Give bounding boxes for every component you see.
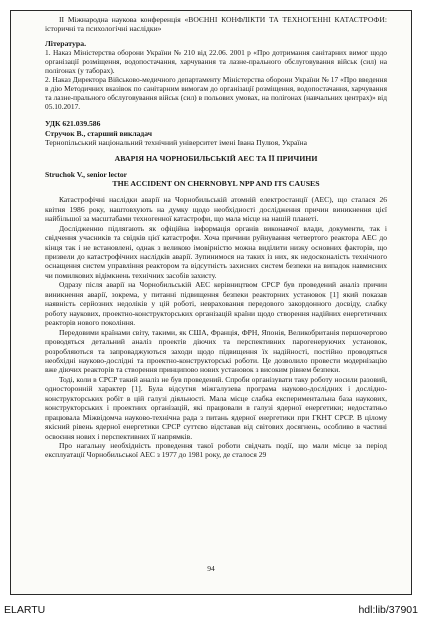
repository-label: ELARTU bbox=[4, 604, 46, 616]
conference-header: ІІ Міжнародна наукова конференція «ВОЄННІ КОНФЛІКТИ ТА ТЕХНОГЕННІ КАТАСТРОФИ: історичні та психологічні наслідки» bbox=[45, 15, 387, 34]
article-title-ua: АВАРІЯ НА ЧОРНОБИЛЬСЬКІЙ АЕС ТА ЇЇ ПРИЧИНИ bbox=[114, 154, 318, 164]
article-author-en: Struchok V., senior lector bbox=[45, 169, 128, 179]
body-paragraph: Катастрофічні наслідки аварії на Чорнобильській атомній електростанції (АЕС), що сталася 26 квітня 1986 року, наштовхують на думку щодо необхідності дослідження причин виникнення цієї найбільшої за масштабами техногенної катастрофи, що мала місце на нашій планеті. bbox=[45, 195, 387, 224]
body-paragraph: Одразу після аварії на Чорнобильській АЕС керівництвом СРСР був проведений аналіз причин виникнення аварії, зокрема, у питанні підвищення безпеки реакторних установок [1] який показав наявність серйозних недоліків у цій роботі, невраховання передового закордонного досвіду, слабку роботу наукових, проектно-конструкторських організацій країни щодо створення надійних енергетичних реакторів нового покоління. bbox=[45, 280, 387, 328]
article-author: Стручок В., старший викладач bbox=[45, 128, 153, 138]
literature-title: Література. bbox=[45, 38, 87, 48]
literature-item: 2. Наказ Директора Військово-медичного департаменту Міністерства оборони України № 17 «Про введення в дію Методичних вказівок по санітарним вимогам до організації розміщення, водопостачання, харчування та лазне-прального обслуговування військ (сил) в польових умовах, на полігонах (навчальних центрах)» від 05.10.2017. bbox=[45, 75, 387, 112]
body-paragraph: Про нагальну необхідність проведення такої роботи свідчать події, що мали місце за період експлуатації Чорнобильської АЕС з 1977 до 1981 року, де сталося 29 bbox=[45, 441, 387, 460]
body-paragraph: Тоді, коли в СРСР такий аналіз не був проведений. Спроби організувати таку роботу носили разовий, односторонній характер [1]. Була відсутня міжгалузева програма науково-дослідних і дослідно-конструкторських робіт в цій галузі діяльності. Мала місце слабка експериментальна база наукових, конструкторських і проектних організацій, які працювали в галузі ядерної енергетики; недостатньо працювала Міжвідомча науково-технічна рада з питань ядерної енергетики при ГКНТ СРСР. В цілому якісний рівень ядерної енергетики СРСР суттєво відставав від світових досягнень, особливо в частині освоєння нових і перспективних її напрямків. bbox=[45, 374, 387, 441]
handle-label: hdl:lib/37901 bbox=[358, 604, 418, 616]
udc-code: УДК 621.039.586 bbox=[45, 119, 101, 129]
page-number: 94 bbox=[207, 564, 215, 573]
page-content bbox=[45, 15, 387, 460]
literature-item: 1. Наказ Міністерства оборони України № 210 від 22.06. 2001 р «Про дотримання санітарних вимог щодо організації розміщення, водопостачання, харчування та лазне-прального обслуговування військ (сил) на полігонах (у таборах). bbox=[45, 47, 387, 75]
body-paragraph: Передовими країнами світу, такими, як США, Франція, ФРН, Японія, Великобританія першочергово проводяться детальний аналіз проектів діючих та перспективних парогенеруючих установок, розробляються та запроваджуються заходи щодо підвищення їх надійності, постійно проводяться необхідні науково-дослідні та проектно-конструкторські роботи. Це дозволило провести модернізацію вже діючих реакторів та створення принципово нових установок з високим рівнем безпеки. bbox=[45, 327, 387, 375]
body-paragraph: Дослідженню підлягають як офіційна інформація органів виконавчої влади, документи, так і свідчення учасників та свідків цієї катастрофи. Хоча причини руйнування четвертого реактора АЕС до кінця так і не встановлені, однак з великою імовірністю можна виділити низку основних факторів, що призвели до катастрофічних наслідків аварії. Зупинимося на таких із них, як недосконалість технічного оснащення систем управління реактором та відсутність захисних систем безпеки на випадок навмисних чи помилкових відімкнень технічних засобів захисту. bbox=[45, 223, 387, 280]
article-title-en: THE ACCIDENT ON CHERNOBYL NPP AND ITS CAUSES bbox=[112, 178, 320, 188]
document-page bbox=[10, 10, 412, 595]
author-affiliation: Тернопільський національний технічний університет імені Івана Пулюя, Україна bbox=[45, 138, 307, 148]
footer-bar bbox=[0, 600, 424, 620]
